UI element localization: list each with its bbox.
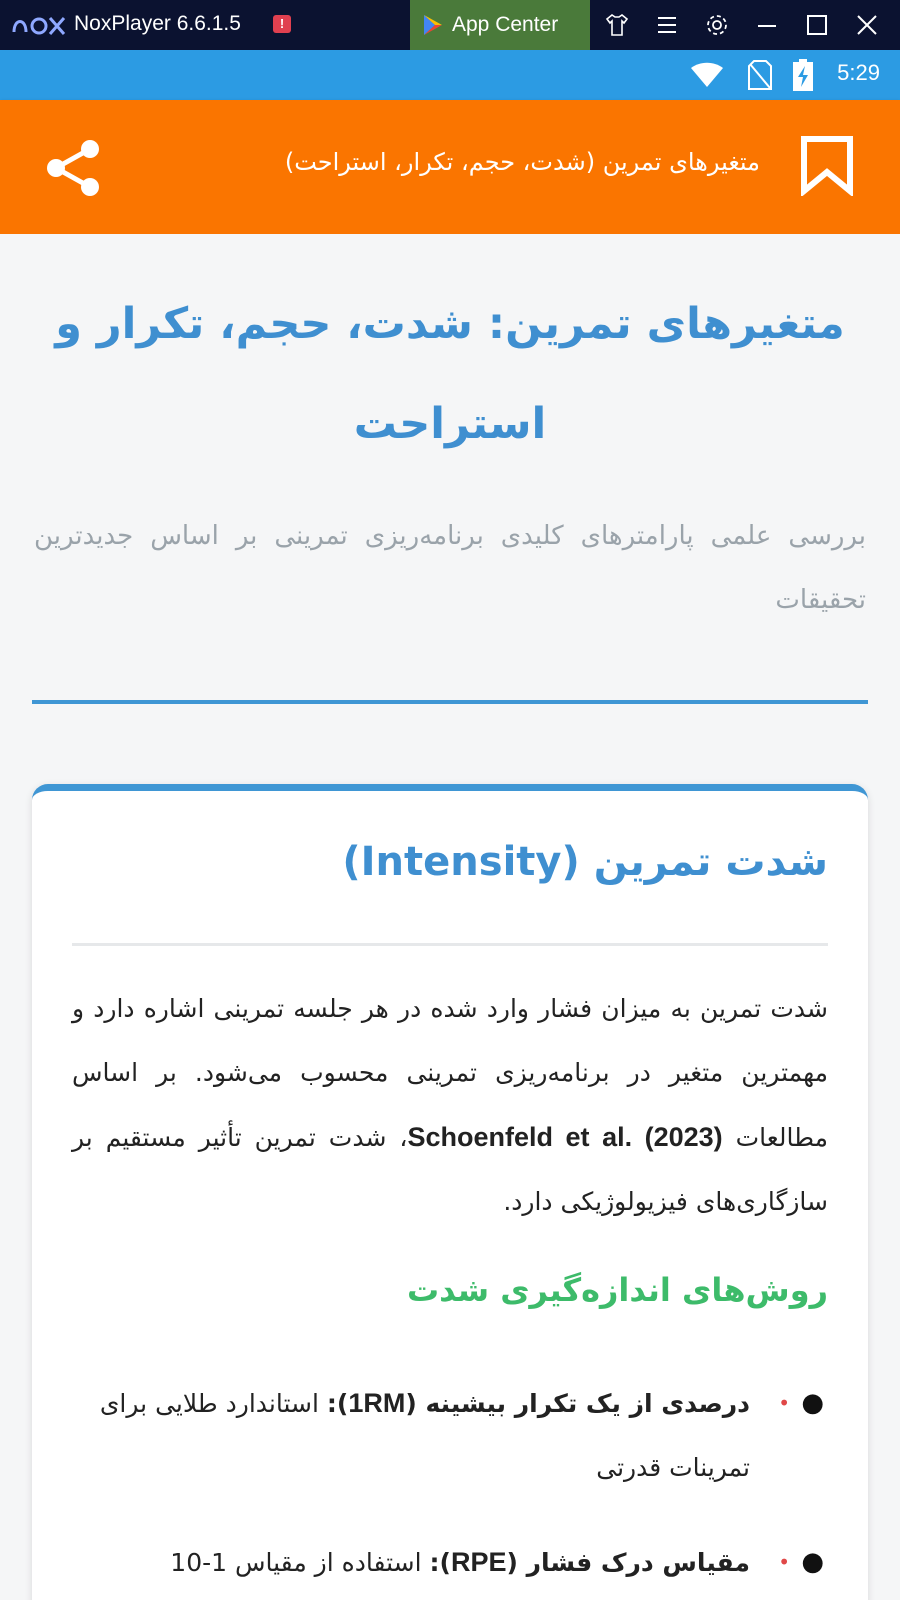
nox-logo-icon — [12, 12, 66, 38]
settings-gear-icon[interactable] — [704, 12, 730, 38]
menu-icon[interactable] — [654, 12, 680, 38]
battery-charging-icon — [792, 58, 814, 92]
section-card-intensity — [32, 784, 868, 1600]
app-center-label: App Center — [452, 13, 559, 36]
emulator-title: NoxPlayer 6.6.1.5 — [74, 12, 241, 35]
body-text-part2: ، شدت تمرین تأثیر مستقیم بر سازگاری‌های فیزیولوژیکی دارد. — [72, 1123, 828, 1216]
body-citation: Schoenfeld et al. (2023) — [407, 1122, 723, 1152]
method-label-prefix: مقیاس درک فشار ( — [506, 1548, 750, 1577]
bullet-red-dot: • — [778, 1550, 790, 1574]
method-label-prefix: درصدی از یک تکرار بیشینه ( — [405, 1389, 750, 1418]
article-subtitle: بررسی علمی پارامترهای کلیدی برنامه‌ریزی تمرینی بر اساس جدیدترین تحقیقات — [34, 521, 866, 615]
app-toolbar — [0, 100, 900, 234]
method-label-code: 1RM — [348, 1388, 406, 1418]
section-title: شدت تمرین (Intensity) — [342, 839, 828, 885]
article-content[interactable] — [0, 234, 900, 1600]
method-text: استفاده از مقیاس 1-10 — [170, 1548, 430, 1577]
body-text-part1: شدت تمرین به میزان فشار وارد شده در هر جلسه تمرینی اشاره دارد و مهمترین متغیر در برنامه‌ریزی تمرینی محسوب می‌شود. بر اساس مطالعات — [72, 994, 828, 1152]
bookmark-icon[interactable] — [800, 136, 856, 196]
play-store-icon — [422, 13, 444, 37]
maximize-icon[interactable] — [804, 12, 830, 38]
method-text: استاندارد طلایی برای تمرینات قدرتی — [99, 1389, 750, 1482]
bullet-dot: ● — [801, 1547, 824, 1577]
method-label-suffix: ): — [429, 1548, 451, 1577]
bullet-dot: ● — [801, 1388, 824, 1418]
toolbar-title: متغیرهای تمرین (شدت، حجم، تکرار، استراحت) — [284, 148, 760, 176]
article-title: متغیرهای تمرین: شدت، حجم، تکرار و استراحت — [55, 299, 845, 449]
bullet-red-dot: • — [778, 1391, 790, 1415]
status-time: 5:29 — [837, 60, 880, 85]
methods-list — [72, 1371, 828, 1600]
section-body — [72, 977, 828, 1234]
no-sim-icon — [748, 60, 772, 90]
method-label-code: RPE — [450, 1547, 507, 1577]
methods-subheading: روش‌های اندازه‌گیری شدت — [406, 1271, 828, 1309]
alert-badge[interactable]: ! — [273, 15, 291, 33]
emulator-title-bar — [0, 0, 900, 50]
theme-shirt-icon[interactable] — [604, 12, 630, 38]
section-divider — [72, 943, 828, 946]
list-item — [72, 1371, 828, 1500]
share-icon[interactable] — [44, 138, 104, 198]
method-label-suffix: ): — [326, 1389, 349, 1418]
list-item — [72, 1530, 828, 1595]
close-icon[interactable] — [854, 12, 880, 38]
app-center-button[interactable] — [410, 0, 590, 50]
android-status-bar — [0, 50, 900, 100]
header-divider — [32, 700, 868, 704]
wifi-icon — [690, 62, 724, 88]
minimize-icon[interactable] — [754, 12, 780, 38]
